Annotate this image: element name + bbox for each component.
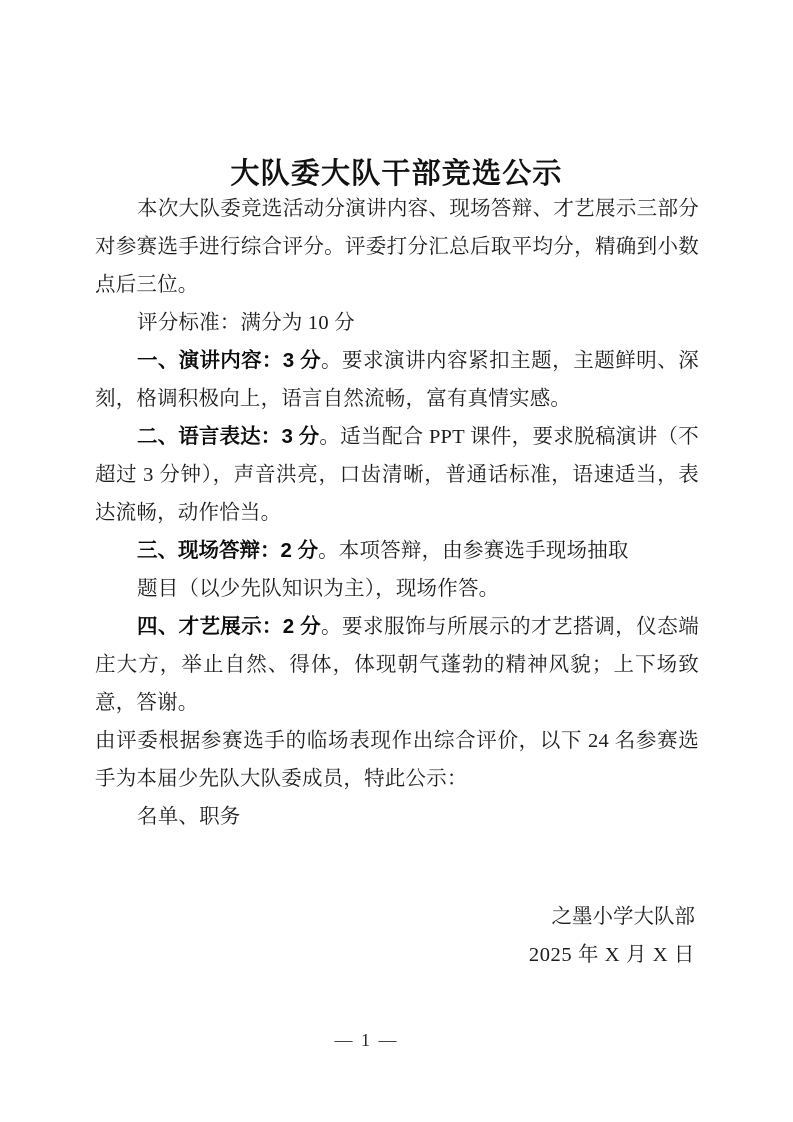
paragraph-roster-placeholder: 名单、职务 [137, 806, 241, 828]
paragraph-conclusion: 由评委根据参赛选手的临场表现作出综合评价，以下 24 名参赛选手为本届少先队大队委成员，特此公示： [95, 730, 699, 790]
paragraph-item-3-line2: 题目（以少先队知识为主），现场作答。 [137, 578, 500, 600]
document-body [95, 190, 699, 836]
body-item-3: 。本项答辩，由参赛选手现场抽取 [318, 540, 629, 562]
paragraph-item-1 [95, 342, 699, 418]
heading-item-1: 一、演讲内容：3 分 [137, 349, 321, 372]
page-title: 大队委大队干部竞选公示 [230, 158, 563, 191]
signature-date: 2025 年 X 月 X 日 [528, 944, 695, 966]
signature-organization: 之墨小学大队部 [551, 906, 695, 928]
paragraph-intro: 本次大队委竞选活动分演讲内容、现场答辩、才艺展示三部分对参赛选手进行综合评分。评委打分汇总后取平均分，精确到小数点后三位。 [95, 198, 699, 296]
paragraph-item-3 [95, 532, 699, 570]
body-item-1: 。要求演讲内容紧扣主题，主题鲜明、深刻，格调积极向上，语言自然流畅，富有真情实感。 [95, 350, 699, 410]
heading-item-3: 三、现场答辩：2 分 [137, 539, 319, 562]
page-footer [0, 1030, 793, 1051]
heading-item-2: 二、语言表达：3 分 [137, 425, 320, 448]
paragraph-item-2 [95, 418, 699, 532]
body-item-4: 。要求服饰与所展示的才艺搭调，仪态端庄大方，举止自然、得体，体现朝气蓬勃的精神风貌；上下场致意，答谢。 [95, 616, 699, 714]
paragraph-criteria-total: 评分标准：满分为 10 分 [137, 312, 355, 334]
body-item-2: 。适当配合 PPT 课件，要求脱稿演讲（不超过 3 分钟），声音洪亮，口齿清晰，普通话标准，语速适当，表达流畅，动作恰当。 [95, 426, 699, 524]
signature-block [0, 898, 699, 974]
paragraph-item-4 [95, 608, 699, 722]
page-number: — 1 — [334, 1030, 399, 1050]
heading-item-4: 四、才艺展示：2 分 [137, 615, 321, 638]
